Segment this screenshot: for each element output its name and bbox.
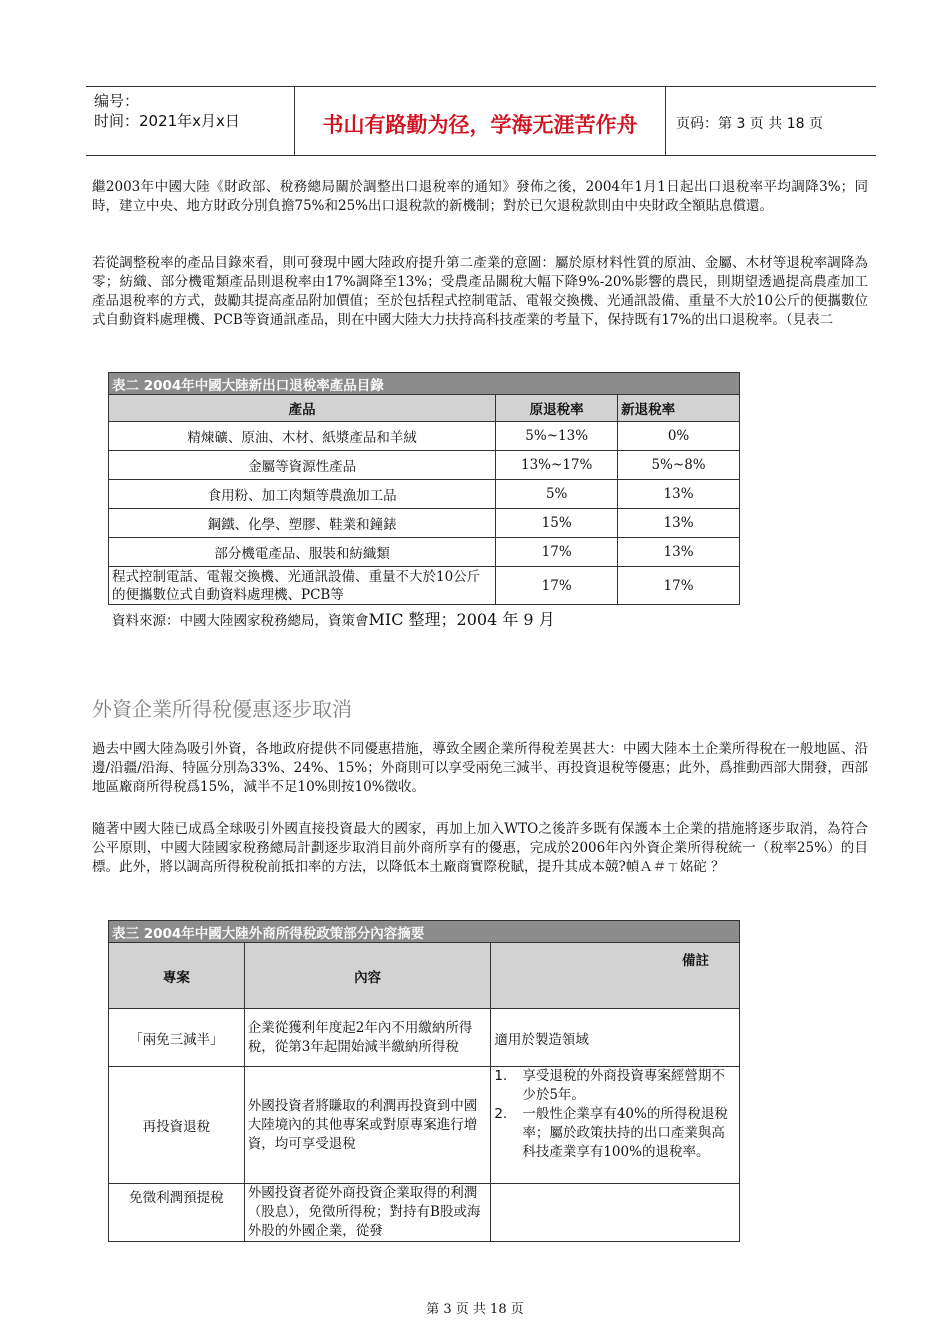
list-text: 享受退稅的外商投資專案經營期不少於5年。: [522, 1068, 725, 1103]
table-cell: 0%: [618, 422, 740, 451]
list-number: 1.: [494, 1068, 508, 1084]
table-cell: 13%: [618, 538, 740, 567]
table-3-header: 專案: [109, 943, 245, 1009]
table-cell: 13%: [618, 480, 740, 509]
table-row: [109, 538, 740, 567]
table-row: [109, 509, 740, 538]
list-item: [494, 1067, 736, 1105]
table-3-header: 備註: [491, 943, 740, 1009]
table-row: [109, 451, 740, 480]
table-cell: 13%~17%: [496, 451, 618, 480]
table-cell: 鋼鐵、化學、塑膠、鞋業和鐘錶: [109, 509, 496, 538]
table-2-header: 新退稅率: [618, 395, 740, 422]
note-list: [494, 1067, 736, 1162]
time-label: 时间：2021年x月x日: [94, 112, 240, 130]
table-cell: 外國投資者將賺取的利潤再投資到中國大陸境內的其他專案或對原專案進行增資，均可享受退稅: [244, 1067, 491, 1184]
table-2: [108, 372, 740, 605]
header-meta: [86, 87, 295, 155]
paragraph-2: 若從調整稅率的產品目錄來看，則可發現中國大陸政府提升第二產業的意圖：屬於原材料性質的原油、金屬、木材等退稅率調降為零；紡織、部分機電類產品則退稅率由17%調降至13%；受農產品關稅大幅下降9%-20%影響的農民，則期望透過提高農產加工產品退稅率的方式，鼓勵其提高產品附加價值；至於包括程式控制電話、電報交換機、光通訊設備、重量不大於10公斤的便攜數位式自動資料處理機、PCB等資通訊產品，則在中國大陸大力扶持高科技產業的考量下，保持既有17%的出口退稅率。（見表二: [92, 255, 868, 328]
source-prefix: 資料來源：中國大陸國家稅務總局，資策會: [112, 613, 369, 629]
table-cell: 17%: [496, 538, 618, 567]
paragraph-4: 隨著中國大陸已成爲全球吸引外國直接投資最大的國家，再加上加入WTO之後許多既有保護本土企業的措施將逐步取消，為符合公平原則，中國大陸國家稅務總局計劃逐步取消目前外商所享有的優惠，完成於2006年內外資企業所得稅統一（稅率25%）的目標。此外，將以調高所得稅稅前抵扣率的方法，以降低本土廠商實際稅賦，提升其成本競?幀Ａ＃ㄒ姳砣 ？: [92, 821, 868, 875]
table-cell: 13%: [618, 509, 740, 538]
paragraph-3: 過去中國大陸為吸引外資，各地政府提供不同優惠措施，導致全國企業所得稅差異甚大：中國大陸本土企業所得稅在一般地區、沿邊/沿疆/沿海、特區分別為33%、24%、15%；外商則可以享受兩免三減半、再投資退稅等優惠；此外，爲推動西部大開發，西部地區廠商所得稅爲15%，減半不足10%則按10%徵收。: [92, 741, 868, 795]
table-cell: 部分機電產品、服裝和紡織類: [109, 538, 496, 567]
table-cell: 5%: [496, 480, 618, 509]
table-cell: 適用於製造領域: [491, 1009, 740, 1067]
table-cell: 金屬等資源性產品: [109, 451, 496, 480]
table-cell: 外國投資者從外商投資企業取得的利潤（股息），免徵所得稅；對持有B股或海外股的外國企業，從發: [244, 1184, 491, 1242]
source-suffix: MIC 整理；2004 年 9 月: [368, 610, 555, 629]
table-row: [109, 1184, 740, 1242]
table-cell: 5%~8%: [618, 451, 740, 480]
table-cell: 17%: [618, 567, 740, 605]
table-cell: [491, 1184, 740, 1242]
table-cell: [491, 1067, 740, 1184]
section-title: 外資企業所得稅優惠逐步取消: [92, 697, 352, 721]
table-row: [109, 422, 740, 451]
table-row: [109, 567, 740, 605]
table-2-caption: 表二 2004年中國大陸新出口退稅率產品目錄: [109, 373, 740, 395]
serial-label: 编号：: [94, 92, 140, 110]
list-text: 一般性企業享有40%的所得稅退稅率；屬於政策扶持的出口產業與高科技產業享有100%的退稅率。: [522, 1106, 728, 1160]
table-2-header: 產品: [109, 395, 496, 422]
table-cell: 程式控制電話、電報交換機、光通訊設備、重量不大於10公斤的便攜數位式自動資料處理機、PCB等: [109, 567, 496, 605]
table-3-caption: 表三 2004年中國大陸外商所得稅政策部分內容摘要: [109, 921, 740, 943]
table-cell: 5%~13%: [496, 422, 618, 451]
list-item: [494, 1105, 736, 1162]
table-cell: 17%: [496, 567, 618, 605]
list-number: 2.: [494, 1106, 508, 1122]
page-header: [86, 86, 876, 156]
table-cell: 食用粉、加工肉類等農漁加工品: [109, 480, 496, 509]
table-cell: 精煉礦、原油、木材、紙漿產品和羊絨: [109, 422, 496, 451]
header-page-label: 页码：第 3 页 共 18 页: [676, 116, 823, 132]
table-3: [108, 920, 740, 1242]
table-2-source: [112, 607, 555, 630]
table-2-header: 原退稅率: [496, 395, 618, 422]
table-cell: 15%: [496, 509, 618, 538]
table-cell: 免徵利潤預提稅: [109, 1184, 245, 1242]
page-footer: 第 3 页 共 18 页: [426, 1302, 524, 1317]
header-motto: 书山有路勤为径，学海无涯苦作舟: [295, 87, 666, 155]
table-row: [109, 1009, 740, 1067]
table-row: [109, 480, 740, 509]
table-cell: 「兩免三減半」: [109, 1009, 245, 1067]
table-cell: 再投資退稅: [109, 1067, 245, 1184]
table-3-header: 內容: [244, 943, 491, 1009]
paragraph-1: 繼2003年中國大陸《財政部、稅務總局關於調整出口退稅率的通知》發佈之後，2004年1月1日起出口退稅率平均調降3%；同時，建立中央、地方財政分別負擔75%和25%出口退稅款的新機制；對於已欠退稅款則由中央財政全額貼息償還。: [92, 179, 868, 214]
table-cell: 企業從獲利年度起2年內不用繳納所得稅，從第3年起開始減半繳納所得稅: [244, 1009, 491, 1067]
table-row: [109, 1067, 740, 1184]
